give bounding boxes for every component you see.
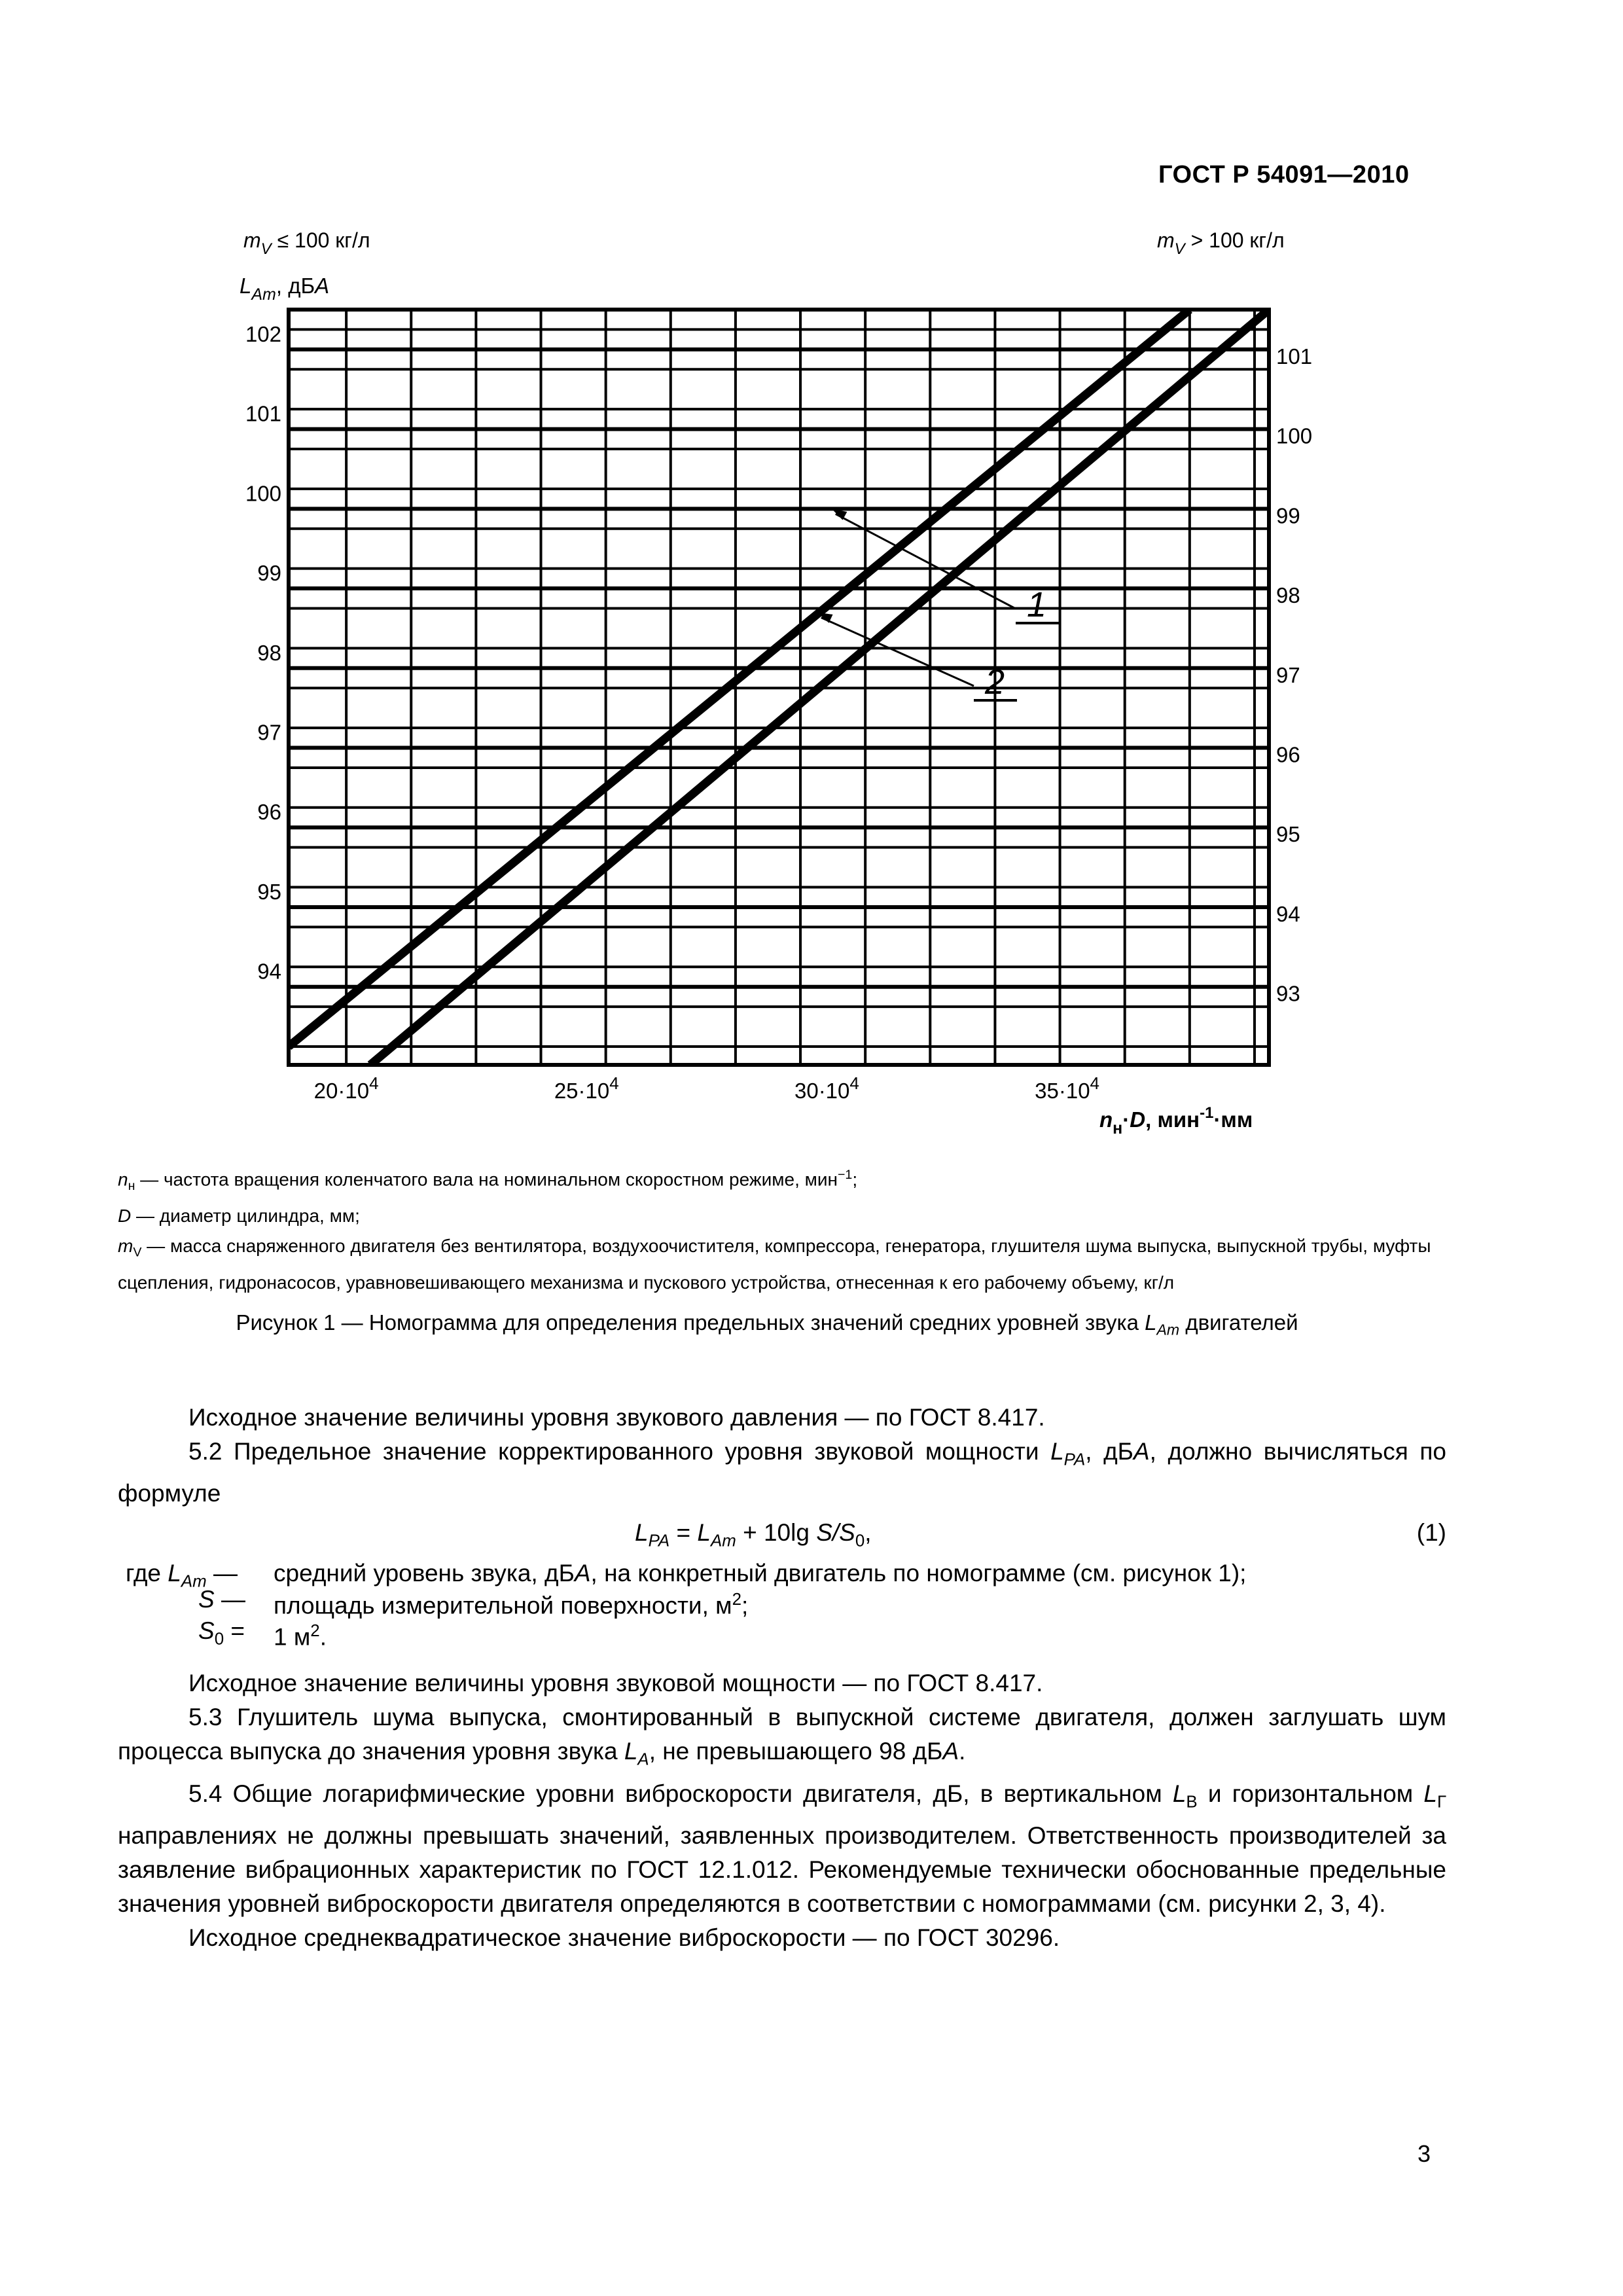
- chart-labels: [240, 228, 1312, 1138]
- y-tick-left: 100: [245, 481, 281, 506]
- y-tick-left: 99: [257, 561, 281, 586]
- x-axis-label: $n_н\cdot D$, мин$^{-1}$·мм: [1099, 1104, 1253, 1138]
- chart-grid: [289, 310, 1269, 1065]
- series-label-1: 1: [1026, 585, 1047, 624]
- formula-number: (1): [1416, 1519, 1446, 1547]
- y-tick-right: 94: [1276, 901, 1300, 926]
- formula-1: $L_{PA} = L_{Am} + 10\lg$ $S/S_0$, (1): [118, 1511, 1446, 1556]
- x-tick-label: $30\cdot 10^4$: [794, 1073, 859, 1103]
- figure-notes: [118, 1160, 1446, 1298]
- y-tick-right: 97: [1276, 662, 1300, 687]
- legend-s-text: площадь измерительной поверхности, $м^2$;: [274, 1590, 749, 1619]
- formula-legend: [118, 1556, 1446, 1666]
- y-axis-label: $L_{Am}$, дБA: [240, 274, 330, 304]
- series-label-2: 2: [984, 662, 1005, 702]
- x-tick-label: $20\cdot 10^4$: [313, 1073, 379, 1103]
- legend-lam-term: где $L_{Am}$ —: [126, 1560, 238, 1591]
- paragraph-5-4: 5.4 Общие логарифмические уровни виброскорости двигателя, дБ, в вертикальном $L_В$ и горизонтальном $L_Г$ направлениях не должны превышать значений, заявленных производителем. Ответственность производителей за заявление вибрационных характеристик по ГОСТ 12.1.012. Рекомендуемые технически обоснованные предельные значения уровней виброскорости двигателя определяются в соответствии с номограммами (см. рисунки 2, 3, 4).: [118, 1780, 1446, 1918]
- y-tick-right: 100: [1276, 423, 1313, 448]
- paragraph-5-2: 5.2 Предельное значение корректированного уровня звуковой мощности $L_{PA}$, дБA, должно вычисляться по формуле: [118, 1438, 1446, 1507]
- paragraph-sound-pressure: Исходное значение величины уровня звукового давления — по ГОСТ 8.417.: [188, 1404, 1045, 1431]
- page-number: 3: [1418, 2140, 1431, 2167]
- note-speed: $n_н$ — частота вращения коленчатого вала на номинальном скоростном режиме, мин$^{-1}$;: [118, 1168, 858, 1193]
- y-tick-left: 95: [257, 879, 281, 904]
- x-tick-label: $25\cdot 10^4$: [554, 1073, 619, 1103]
- legend-lam-text: средний уровень звука, дБA, на конкретный двигатель по номограмме (см. рисунок 1);: [274, 1560, 1247, 1587]
- y-tick-right: 99: [1276, 503, 1300, 528]
- y-tick-right: 96: [1276, 742, 1300, 767]
- legend-s-term: S —: [198, 1586, 245, 1613]
- y-tick-left: 102: [245, 321, 281, 346]
- paragraph-vibration: Исходное среднеквадратическое значение виброскорости — по ГОСТ 30296.: [188, 1924, 1060, 1952]
- y-tick-left: 94: [257, 959, 281, 984]
- y-tick-left: 101: [245, 401, 281, 426]
- y-tick-right: 101: [1276, 344, 1313, 368]
- y-tick-right: 95: [1276, 822, 1300, 847]
- figure-caption: Рисунок 1 — Номограмма для определения предельных значений средних уровней звука $L_{Am}$ двигателей: [236, 1310, 1298, 1338]
- y-tick-left: 97: [257, 720, 281, 745]
- series-line-1: [289, 310, 1190, 1047]
- standard-designation: ГОСТ Р 54091—2010: [1158, 161, 1410, 188]
- paragraph-5-3: 5.3 Глушитель шума выпуска, смонтированный в выпускной системе двигателя, должен заглушать шум процесса выпуска до значения уровня звука $L_A$, не превышающего 98 дБA.: [118, 1704, 1446, 1769]
- right-axis-header: $m_V > 100$ кг/л: [1157, 228, 1285, 258]
- y-tick-right: 93: [1276, 981, 1300, 1006]
- left-axis-header: $m_V \le 100$ кг/л: [243, 228, 370, 258]
- y-tick-left: 98: [257, 640, 281, 665]
- chart-annotations: [817, 509, 1059, 702]
- legend-s0-term: $S_0$ =: [198, 1617, 245, 1649]
- leader-line-2: [821, 618, 974, 686]
- x-tick-label: $35\cdot 10^4$: [1035, 1073, 1100, 1103]
- y-tick-right: 98: [1276, 583, 1300, 608]
- legend-s0-text: 1 $м^2$.: [274, 1622, 327, 1651]
- note-diameter: D — диаметр цилиндра, мм;: [118, 1205, 360, 1226]
- body-text: [118, 1401, 1446, 1955]
- y-tick-left: 96: [257, 800, 281, 825]
- note-mass: $m_V$ — масса снаряженного двигателя без вентилятора, воздухоочистителя, компрессора, генератора, глушителя шума выпуска, выпускной трубы, муфты сцепления, гидронасосов, уравновешивающего механизма и пускового устройства, отнесенная к его рабочему объему, кг/л: [118, 1235, 1431, 1293]
- paragraph-sound-power: Исходное значение величины уровня звуковой мощности — по ГОСТ 8.417.: [188, 1670, 1043, 1697]
